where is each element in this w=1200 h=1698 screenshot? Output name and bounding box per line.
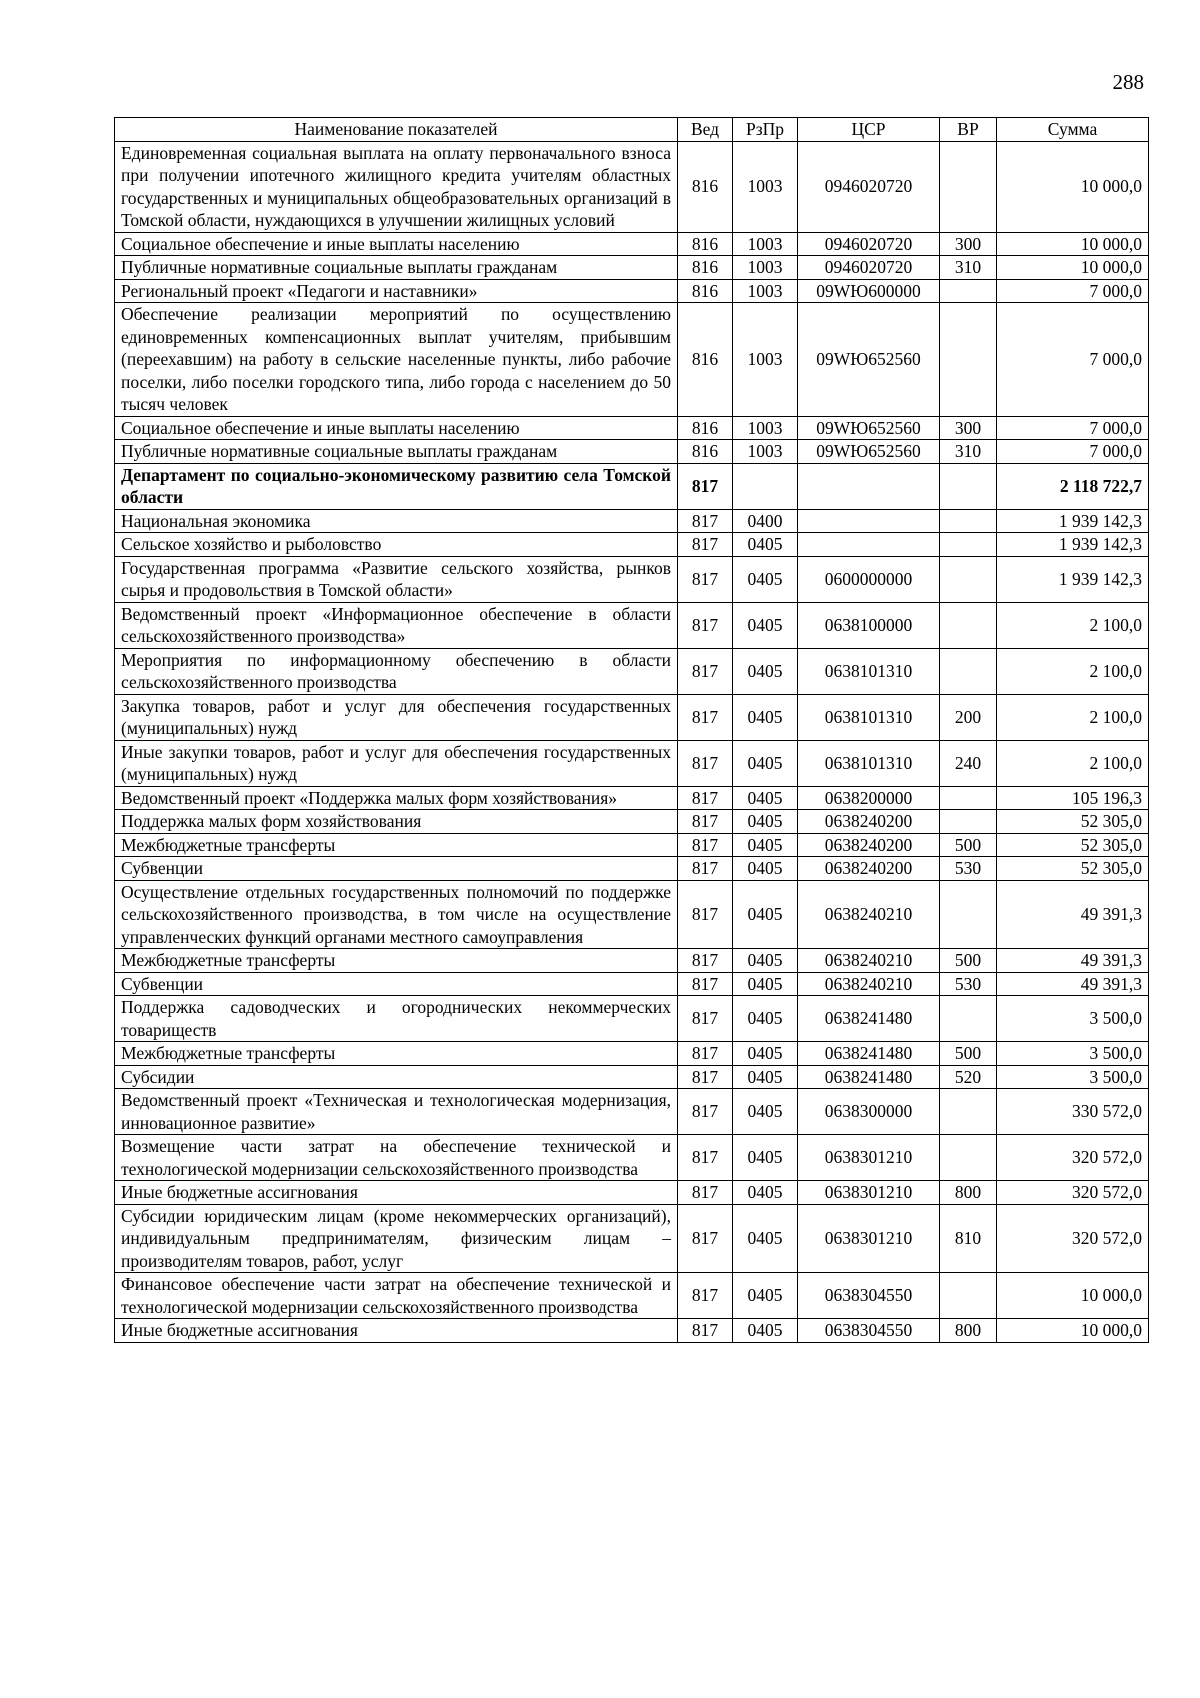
cell-vr: 310 (940, 256, 997, 280)
cell-csr: 0600000000 (798, 556, 940, 602)
cell-vr: 200 (940, 694, 997, 740)
cell-ved: 817 (678, 1065, 733, 1089)
table-row (115, 810, 1149, 834)
cell-vr (940, 463, 997, 509)
cell-csr: 0638301210 (798, 1135, 940, 1181)
cell-csr: 0638241480 (798, 1065, 940, 1089)
cell-name: Осуществление отдельных государственных полномочий по поддержке сельскохозяйственного производства, в том числе на осуществление управленческих функций органами местного самоуправления (115, 880, 678, 949)
cell-sum: 3 500,0 (997, 996, 1149, 1042)
cell-rzpr: 0405 (733, 1319, 798, 1343)
cell-rzpr: 1003 (733, 141, 798, 232)
cell-sum: 52 305,0 (997, 810, 1149, 834)
cell-vr: 240 (940, 740, 997, 786)
cell-sum: 10 000,0 (997, 1273, 1149, 1319)
cell-csr: 0638241480 (798, 1042, 940, 1066)
cell-rzpr: 0405 (733, 972, 798, 996)
cell-name: Департамент по социально-экономическому развитию села Томской области (115, 463, 678, 509)
cell-ved: 817 (678, 1273, 733, 1319)
table-row (115, 416, 1149, 440)
cell-name: Ведомственный проект «Техническая и технологическая модернизация, инновационное развитие» (115, 1089, 678, 1135)
cell-sum: 2 100,0 (997, 602, 1149, 648)
table-row (115, 996, 1149, 1042)
cell-vr: 520 (940, 1065, 997, 1089)
cell-csr: 0638240200 (798, 857, 940, 881)
cell-ved: 817 (678, 509, 733, 533)
cell-csr: 0946020720 (798, 141, 940, 232)
cell-name: Ведомственный проект «Поддержка малых форм хозяйствования» (115, 786, 678, 810)
cell-name: Межбюджетные трансферты (115, 949, 678, 973)
cell-name: Сельское хозяйство и рыболовство (115, 533, 678, 557)
cell-rzpr: 0405 (733, 648, 798, 694)
table-row (115, 440, 1149, 464)
cell-csr: 0638240200 (798, 833, 940, 857)
cell-csr: 0638304550 (798, 1273, 940, 1319)
cell-csr: 0638200000 (798, 786, 940, 810)
cell-name: Публичные нормативные социальные выплаты гражданам (115, 440, 678, 464)
cell-vr: 530 (940, 857, 997, 881)
cell-rzpr: 0405 (733, 556, 798, 602)
cell-ved: 817 (678, 949, 733, 973)
cell-ved: 817 (678, 694, 733, 740)
table-row (115, 972, 1149, 996)
cell-name: Национальная экономика (115, 509, 678, 533)
table-row (115, 1065, 1149, 1089)
cell-ved: 816 (678, 232, 733, 256)
cell-ved: 817 (678, 463, 733, 509)
cell-csr: 0946020720 (798, 256, 940, 280)
cell-csr: 0638301210 (798, 1181, 940, 1205)
cell-name: Обеспечение реализации мероприятий по осуществлению единовременных компенсационных выплат учителям, прибывшим (переехавшим) на работу в сельские населенные пункты, либо рабочие поселки, либо поселки городского типа, либо города с населением до 50 тысяч человек (115, 303, 678, 417)
cell-sum: 49 391,3 (997, 880, 1149, 949)
cell-rzpr: 0405 (733, 833, 798, 857)
table-row (115, 602, 1149, 648)
cell-sum: 2 100,0 (997, 694, 1149, 740)
cell-name: Финансовое обеспечение части затрат на обеспечение технической и технологической модернизации сельскохозяйственного производства (115, 1273, 678, 1319)
cell-name: Межбюджетные трансферты (115, 833, 678, 857)
cell-csr: 0638240210 (798, 880, 940, 949)
cell-ved: 816 (678, 279, 733, 303)
cell-ved: 817 (678, 1181, 733, 1205)
cell-vr (940, 1135, 997, 1181)
cell-sum: 1 939 142,3 (997, 556, 1149, 602)
cell-vr: 810 (940, 1204, 997, 1273)
cell-vr (940, 602, 997, 648)
cell-name: Социальное обеспечение и иные выплаты населению (115, 232, 678, 256)
cell-rzpr: 0405 (733, 1065, 798, 1089)
cell-vr (940, 880, 997, 949)
cell-sum: 52 305,0 (997, 857, 1149, 881)
cell-sum: 7 000,0 (997, 440, 1149, 464)
cell-csr: 0638240200 (798, 810, 940, 834)
cell-rzpr: 0405 (733, 533, 798, 557)
cell-csr (798, 533, 940, 557)
cell-sum: 7 000,0 (997, 279, 1149, 303)
table-row (115, 1042, 1149, 1066)
cell-name: Закупка товаров, работ и услуг для обеспечения государственных (муниципальных) нужд (115, 694, 678, 740)
table-row (115, 141, 1149, 232)
table-row (115, 694, 1149, 740)
cell-sum: 320 572,0 (997, 1135, 1149, 1181)
cell-ved: 817 (678, 1319, 733, 1343)
cell-vr (940, 279, 997, 303)
cell-vr (940, 810, 997, 834)
table-row (115, 303, 1149, 417)
cell-sum: 2 100,0 (997, 648, 1149, 694)
cell-csr: 09WЮ652560 (798, 303, 940, 417)
cell-name: Поддержка малых форм хозяйствования (115, 810, 678, 834)
cell-sum: 7 000,0 (997, 303, 1149, 417)
cell-rzpr: 0405 (733, 786, 798, 810)
budget-table (114, 117, 1149, 1343)
cell-ved: 817 (678, 833, 733, 857)
cell-name: Субвенции (115, 972, 678, 996)
cell-sum: 320 572,0 (997, 1181, 1149, 1205)
cell-csr: 0638240210 (798, 972, 940, 996)
cell-ved: 816 (678, 440, 733, 464)
table-row (115, 880, 1149, 949)
table-row (115, 256, 1149, 280)
cell-sum: 7 000,0 (997, 416, 1149, 440)
cell-rzpr: 1003 (733, 232, 798, 256)
table-row (115, 1089, 1149, 1135)
cell-name: Поддержка садоводческих и огороднических некоммерческих товариществ (115, 996, 678, 1042)
table-row (115, 556, 1149, 602)
cell-rzpr: 0405 (733, 949, 798, 973)
cell-rzpr: 0405 (733, 857, 798, 881)
cell-sum: 3 500,0 (997, 1042, 1149, 1066)
cell-ved: 817 (678, 810, 733, 834)
cell-ved: 817 (678, 602, 733, 648)
cell-name: Государственная программа «Развитие сельского хозяйства, рынков сырья и продовольствия в Томской области» (115, 556, 678, 602)
cell-ved: 817 (678, 880, 733, 949)
cell-sum: 49 391,3 (997, 972, 1149, 996)
cell-ved: 817 (678, 648, 733, 694)
cell-name: Единовременная социальная выплата на оплату первоначального взноса при получении ипотечного жилищного кредита учителям областных государственных и муниципальных общеобразовательных организаций в Томской области, нуждающихся в улучшении жилищных условий (115, 141, 678, 232)
cell-rzpr: 0405 (733, 1204, 798, 1273)
cell-csr: 09WЮ652560 (798, 440, 940, 464)
table-row (115, 1181, 1149, 1205)
cell-csr: 09WЮ600000 (798, 279, 940, 303)
cell-vr: 300 (940, 416, 997, 440)
cell-ved: 817 (678, 972, 733, 996)
header-sum: Сумма (997, 118, 1149, 142)
cell-vr (940, 141, 997, 232)
cell-name: Межбюджетные трансферты (115, 1042, 678, 1066)
cell-name: Субвенции (115, 857, 678, 881)
cell-rzpr: 1003 (733, 440, 798, 464)
cell-name: Возмещение части затрат на обеспечение технической и технологической модернизации сельскохозяйственного производства (115, 1135, 678, 1181)
cell-rzpr: 0405 (733, 810, 798, 834)
cell-name: Иные бюджетные ассигнования (115, 1181, 678, 1205)
table-row (115, 648, 1149, 694)
cell-csr: 0638304550 (798, 1319, 940, 1343)
table-row (115, 1273, 1149, 1319)
cell-ved: 817 (678, 1135, 733, 1181)
cell-ved: 817 (678, 740, 733, 786)
cell-sum: 10 000,0 (997, 141, 1149, 232)
cell-name: Публичные нормативные социальные выплаты гражданам (115, 256, 678, 280)
cell-vr: 500 (940, 833, 997, 857)
table-row (115, 786, 1149, 810)
cell-name: Региональный проект «Педагоги и наставники» (115, 279, 678, 303)
cell-sum: 1 939 142,3 (997, 533, 1149, 557)
table-row (115, 740, 1149, 786)
cell-rzpr: 0405 (733, 740, 798, 786)
cell-name: Субсидии (115, 1065, 678, 1089)
cell-rzpr: 0405 (733, 1089, 798, 1135)
cell-sum: 49 391,3 (997, 949, 1149, 973)
cell-ved: 816 (678, 303, 733, 417)
cell-vr: 800 (940, 1181, 997, 1205)
cell-csr: 0638301210 (798, 1204, 940, 1273)
cell-sum: 105 196,3 (997, 786, 1149, 810)
table-row (115, 1319, 1149, 1343)
cell-rzpr: 0400 (733, 509, 798, 533)
cell-vr: 500 (940, 949, 997, 973)
cell-ved: 817 (678, 533, 733, 557)
cell-name: Субсидии юридическим лицам (кроме некоммерческих организаций), индивидуальным предпринимателям, физическим лицам – производителям товаров, работ, услуг (115, 1204, 678, 1273)
cell-vr (940, 648, 997, 694)
cell-vr (940, 533, 997, 557)
header-ved: Вед (678, 118, 733, 142)
table-row (115, 509, 1149, 533)
cell-name: Иные бюджетные ассигнования (115, 1319, 678, 1343)
cell-ved: 817 (678, 1204, 733, 1273)
cell-vr (940, 996, 997, 1042)
cell-sum: 52 305,0 (997, 833, 1149, 857)
table-row (115, 857, 1149, 881)
page-number: 288 (1112, 70, 1144, 94)
cell-sum: 2 100,0 (997, 740, 1149, 786)
table-row (115, 279, 1149, 303)
cell-csr: 0638241480 (798, 996, 940, 1042)
cell-ved: 817 (678, 1042, 733, 1066)
cell-ved: 817 (678, 996, 733, 1042)
cell-sum: 2 118 722,7 (997, 463, 1149, 509)
cell-rzpr: 0405 (733, 602, 798, 648)
cell-ved: 817 (678, 1089, 733, 1135)
cell-rzpr: 0405 (733, 694, 798, 740)
cell-csr: 0638240210 (798, 949, 940, 973)
table-row (115, 1135, 1149, 1181)
cell-vr (940, 509, 997, 533)
cell-vr (940, 556, 997, 602)
header-name: Наименование показателей (115, 118, 678, 142)
cell-sum: 3 500,0 (997, 1065, 1149, 1089)
header-vr: ВР (940, 118, 997, 142)
table-row (115, 1204, 1149, 1273)
header-csr: ЦСР (798, 118, 940, 142)
cell-ved: 817 (678, 786, 733, 810)
cell-vr (940, 1089, 997, 1135)
cell-csr: 0638101310 (798, 648, 940, 694)
cell-rzpr: 1003 (733, 416, 798, 440)
cell-name: Мероприятия по информационному обеспечению в области сельскохозяйственного производства (115, 648, 678, 694)
cell-vr (940, 786, 997, 810)
cell-csr: 09WЮ652560 (798, 416, 940, 440)
cell-ved: 816 (678, 141, 733, 232)
cell-vr: 500 (940, 1042, 997, 1066)
cell-rzpr: 0405 (733, 1135, 798, 1181)
cell-sum: 10 000,0 (997, 256, 1149, 280)
cell-ved: 816 (678, 256, 733, 280)
cell-csr: 0638101310 (798, 694, 940, 740)
cell-vr: 800 (940, 1319, 997, 1343)
cell-rzpr: 0405 (733, 996, 798, 1042)
cell-rzpr: 0405 (733, 1042, 798, 1066)
cell-rzpr: 0405 (733, 880, 798, 949)
header-rzpr: РзПр (733, 118, 798, 142)
cell-sum: 1 939 142,3 (997, 509, 1149, 533)
table-row (115, 949, 1149, 973)
cell-csr: 0946020720 (798, 232, 940, 256)
table-row (115, 833, 1149, 857)
table-row (115, 533, 1149, 557)
cell-name: Иные закупки товаров, работ и услуг для обеспечения государственных (муниципальных) нужд (115, 740, 678, 786)
table-header-row (115, 118, 1149, 142)
cell-csr: 0638101310 (798, 740, 940, 786)
cell-sum: 10 000,0 (997, 232, 1149, 256)
cell-rzpr: 1003 (733, 256, 798, 280)
cell-csr (798, 509, 940, 533)
cell-rzpr: 1003 (733, 279, 798, 303)
cell-csr (798, 463, 940, 509)
cell-rzpr: 0405 (733, 1181, 798, 1205)
cell-vr: 300 (940, 232, 997, 256)
cell-rzpr: 1003 (733, 303, 798, 417)
cell-ved: 817 (678, 556, 733, 602)
cell-ved: 817 (678, 857, 733, 881)
table-row-department (115, 463, 1149, 509)
cell-vr: 530 (940, 972, 997, 996)
cell-sum: 10 000,0 (997, 1319, 1149, 1343)
cell-vr: 310 (940, 440, 997, 464)
cell-csr: 0638100000 (798, 602, 940, 648)
table-row (115, 232, 1149, 256)
cell-ved: 816 (678, 416, 733, 440)
cell-vr (940, 1273, 997, 1319)
cell-name: Социальное обеспечение и иные выплаты населению (115, 416, 678, 440)
cell-rzpr (733, 463, 798, 509)
cell-csr: 0638300000 (798, 1089, 940, 1135)
cell-name: Ведомственный проект «Информационное обеспечение в области сельскохозяйственного производства» (115, 602, 678, 648)
cell-sum: 330 572,0 (997, 1089, 1149, 1135)
cell-rzpr: 0405 (733, 1273, 798, 1319)
cell-vr (940, 303, 997, 417)
cell-sum: 320 572,0 (997, 1204, 1149, 1273)
